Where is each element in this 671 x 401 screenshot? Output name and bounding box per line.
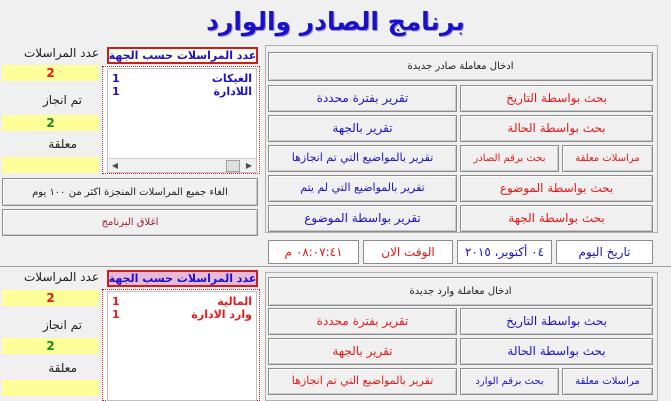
outgoing-done-label: تم انجاز <box>42 93 82 107</box>
list-item-name: وارد الادارة <box>191 308 252 321</box>
outgoing-report-entity-button[interactable]: تقرير بالجهة <box>268 115 457 142</box>
incoming-pending-button[interactable]: مراسلات معلقة <box>562 368 653 395</box>
current-time-value: ٠٨:٠٧:٤١ م <box>268 240 359 264</box>
list-item[interactable] <box>108 308 256 321</box>
new-incoming-button[interactable]: ادخال معاملة وارد جديدة <box>268 277 653 306</box>
incoming-done-label: تم انجاز <box>42 318 82 332</box>
outgoing-search-by-subject-button[interactable]: بحث بواسطة الموضوع <box>460 175 653 202</box>
incoming-report-done-button[interactable]: تقرير بالمواضيع التي تم انجازها <box>268 368 457 395</box>
cancel-old-correspondence-button[interactable]: الغاء جميع المراسلات المنجزة اكثر من ١٠٠ يوم <box>2 178 258 206</box>
scroll-right-icon[interactable]: ▶ <box>245 161 253 170</box>
incoming-search-by-number-button[interactable]: بحث برقم الوارد <box>460 368 559 395</box>
list-item-count: 1 <box>112 85 120 98</box>
outgoing-panel-title: عدد المراسلات حسب الجهة <box>108 49 257 62</box>
list-item[interactable] <box>108 72 256 85</box>
incoming-pending-value <box>2 380 99 396</box>
scroll-thumb[interactable] <box>226 160 240 172</box>
incoming-count-value: 2 <box>2 290 99 306</box>
outgoing-pending-value <box>2 157 99 173</box>
list-item-count: 1 <box>112 72 120 85</box>
outgoing-search-by-status-button[interactable]: بحث بواسطة الحالة <box>460 115 653 142</box>
outgoing-report-done-button[interactable]: تقرير بالمواضيع التي تم انجازها <box>268 145 457 172</box>
close-app-button[interactable]: اغلاق البرنامج <box>2 209 258 236</box>
outgoing-search-by-date-button[interactable]: بحث بواسطة التاريخ <box>460 85 653 112</box>
app-title: برنامج الصادر والوارد <box>206 7 465 36</box>
incoming-count-label: عدد المراسلات <box>23 270 99 284</box>
list-item-name: الغيكات <box>211 72 252 85</box>
incoming-report-period-button[interactable]: تقرير بفترة محددة <box>268 308 457 335</box>
outgoing-count-value: 2 <box>2 65 99 81</box>
today-date-value: ٠٤ أكتوبر، ٢٠١٥ <box>457 240 552 264</box>
incoming-pending-label: معلقة <box>48 361 77 375</box>
list-item-name: اللادارة <box>213 85 252 98</box>
scroll-left-icon[interactable]: ◀ <box>111 161 119 170</box>
list-item-count: 1 <box>112 308 120 321</box>
outgoing-report-not-done-button[interactable]: تقرير بالمواضيع التي لم يتم <box>268 175 457 202</box>
incoming-entity-list[interactable] <box>107 291 257 401</box>
outgoing-search-by-entity-button[interactable]: بحث بواسطة الجهة <box>460 205 653 232</box>
outgoing-list-hscrollbar[interactable] <box>108 158 256 172</box>
outgoing-search-by-number-button[interactable]: بحث برقم الصادر <box>460 145 559 172</box>
list-item-name: المالية <box>217 295 252 308</box>
outgoing-pending-label: معلقة <box>48 137 77 151</box>
outgoing-count-label: عدد المراسلات <box>23 46 99 60</box>
current-time-label: الوقت الان <box>363 240 453 264</box>
list-item[interactable] <box>108 295 256 308</box>
incoming-done-value: 2 <box>2 338 99 354</box>
outgoing-report-subject-button[interactable]: تقرير بواسطة الموضوع <box>268 205 457 232</box>
list-item[interactable] <box>108 85 256 98</box>
outgoing-done-value: 2 <box>2 115 99 131</box>
list-item-count: 1 <box>112 295 120 308</box>
incoming-report-entity-button[interactable]: تقرير بالجهة <box>268 338 457 365</box>
section-divider <box>0 266 671 267</box>
outgoing-report-period-button[interactable]: تقرير بفترة محددة <box>268 85 457 112</box>
incoming-panel-title: عدد المراسلات حسب الجهة <box>108 272 257 285</box>
incoming-search-by-date-button[interactable]: بحث بواسطة التاريخ <box>460 308 653 335</box>
today-date-label: تاريخ اليوم <box>556 240 653 264</box>
incoming-search-by-status-button[interactable]: بحث بواسطة الحالة <box>460 338 653 365</box>
new-outgoing-button[interactable]: ادخال معاملة صادر جديدة <box>268 52 653 81</box>
outgoing-pending-button[interactable]: مراسلات معلقة <box>562 145 653 172</box>
